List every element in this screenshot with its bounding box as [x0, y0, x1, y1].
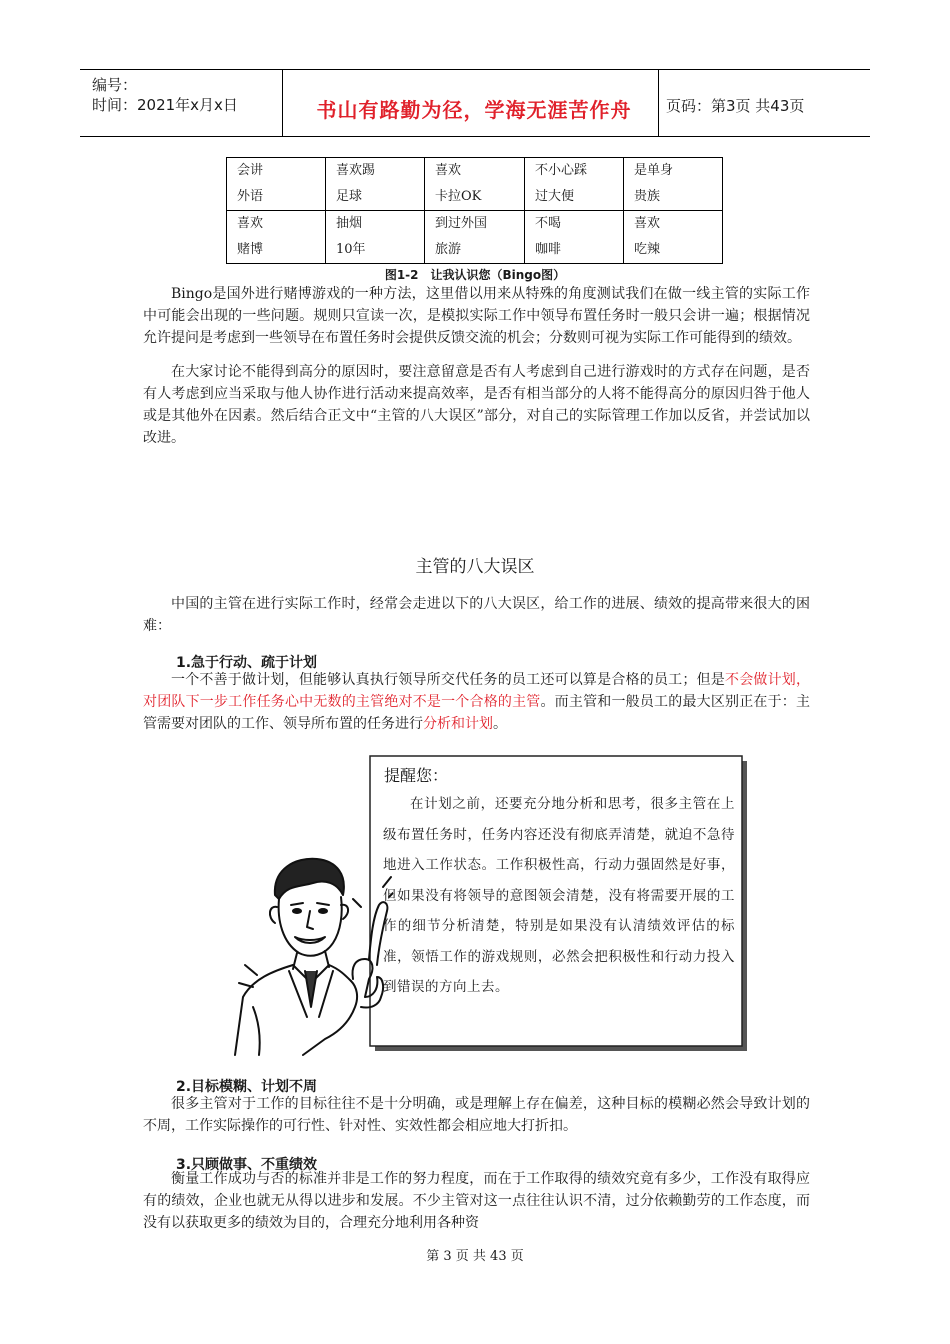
header-motto: 书山有路勤为径，学海无涯苦作舟 [316, 98, 632, 122]
intro-paragraph: 在大家讨论不能得到高分的原因时，要注意留意是否有人考虑到自己进行游戏时的方式存在问题，是否有人考虑到应当采取与他人协作进行活动来提高效率，是否有相当部分的人将不能得高分的原因归咎于他人或是其他外在因素。然后结合正文中“主管的八大误区”部分，对自己的实际管理工作加以反省，并尝试加以改进。 [143, 364, 810, 446]
section-title: 主管的八大误区 [415, 557, 535, 577]
highlight-text: 不会做计划，对团队下一步工作任务心中无数的主管绝对不是一个合格的主管 [143, 672, 811, 710]
table-cell: 不喝 咖啡 [525, 211, 624, 264]
item-paragraph: 衡量工作成功与否的标准并非是工作的努力程度，而在于工作取得的绩效究竟有多少，工作没有取得应有的绩效，企业也就无从得以进步和发展。不少主管对这一点往往认识不清，过分依赖勤劳的工作态度，而没有以获取更多的绩效为目的，合理充分地利用各种资 [143, 1171, 810, 1231]
bingo-table [226, 157, 723, 264]
header-divider [282, 70, 283, 136]
table-cell: 到过外国 旅游 [425, 211, 525, 264]
page-footer: 第 3 页 共 43 页 [426, 1249, 524, 1264]
table-cell: 是单身 贵族 [624, 158, 723, 211]
table-row [227, 211, 723, 264]
pointing-man-illustration [233, 847, 393, 1057]
number-label: 编号： [92, 76, 138, 94]
header-divider [658, 70, 659, 136]
reminder-title: 提醒您： [384, 766, 449, 785]
section-lead: 中国的主管在进行实际工作时，经常会走进以下的八大误区，给工作的进展、绩效的提高带来很大的困难： [143, 596, 810, 634]
table-cell: 喜欢 吃辣 [624, 211, 723, 264]
table-cell: 喜欢 卡拉OK [425, 158, 525, 211]
table-cell: 抽烟 10年 [326, 211, 425, 264]
reminder-body: 在计划之前，还要充分地分析和思考，很多主管在上级布置任务时，任务内容还没有彻底弄清楚，就迫不急待地进入工作状态。工作积极性高，行动力强固然是好事，但如果没有将领导的意图领会清楚，没有将需要开展的工作的细节分析清楚，特别是如果没有认清绩效评估的标准，领悟工作的游戏规则，必然会把积极性和行动力投入到错误的方向上去。 [383, 796, 735, 995]
intro-paragraph: Bingo是国外进行赌博游戏的一种方法，这里借以用来从特殊的角度测试我们在做一线主管的实际工作中可能会出现的一些问题。规则只宣读一次，是模拟实际工作中领导布置任务时一般只会讲一遍；根据情况允许提问是考虑到一些领导在布置任务时会提供反馈交流的机会；分数则可视为实际工作可能得到的绩效。 [143, 286, 810, 346]
item-paragraph: 很多主管对于工作的目标往往不是十分明确，或是理解上存在偏差，这种目标的模糊必然会导致计划的不周，工作实际操作的可行性、针对性、实效性都会相应地大打折扣。 [143, 1096, 810, 1134]
table-row [227, 158, 723, 211]
page-header [80, 69, 870, 137]
figure-caption: 图1-2 让我认识您（Bingo图） [384, 268, 566, 282]
page-info: 页码：第3页 共43页 [666, 97, 805, 115]
table-cell: 喜欢 赌博 [227, 211, 326, 264]
item-heading: 1.急于行动、疏于计划 [176, 655, 318, 671]
item-paragraph: 一个不善于做计划，但能够认真执行领导所交代任务的员工还可以算是合格的员工；但是不会做计划，对团队下一步工作任务心中无数的主管绝对不是一个合格的主管。而主管和一般员工的最大区别正在于：主管需要对团队的工作、领导所布置的任务进行分析和计划。 [143, 672, 811, 732]
time-label: 时间：2021年x月x日 [92, 96, 238, 114]
item-heading: 3.只顾做事、不重绩效 [176, 1157, 318, 1173]
table-cell: 喜欢踢 足球 [326, 158, 425, 211]
table-cell: 不小心踩 过大便 [525, 158, 624, 211]
table-cell: 会讲 外语 [227, 158, 326, 211]
highlight-text: 分析和计划 [423, 716, 493, 732]
item-heading: 2.目标模糊、计划不周 [176, 1079, 318, 1095]
